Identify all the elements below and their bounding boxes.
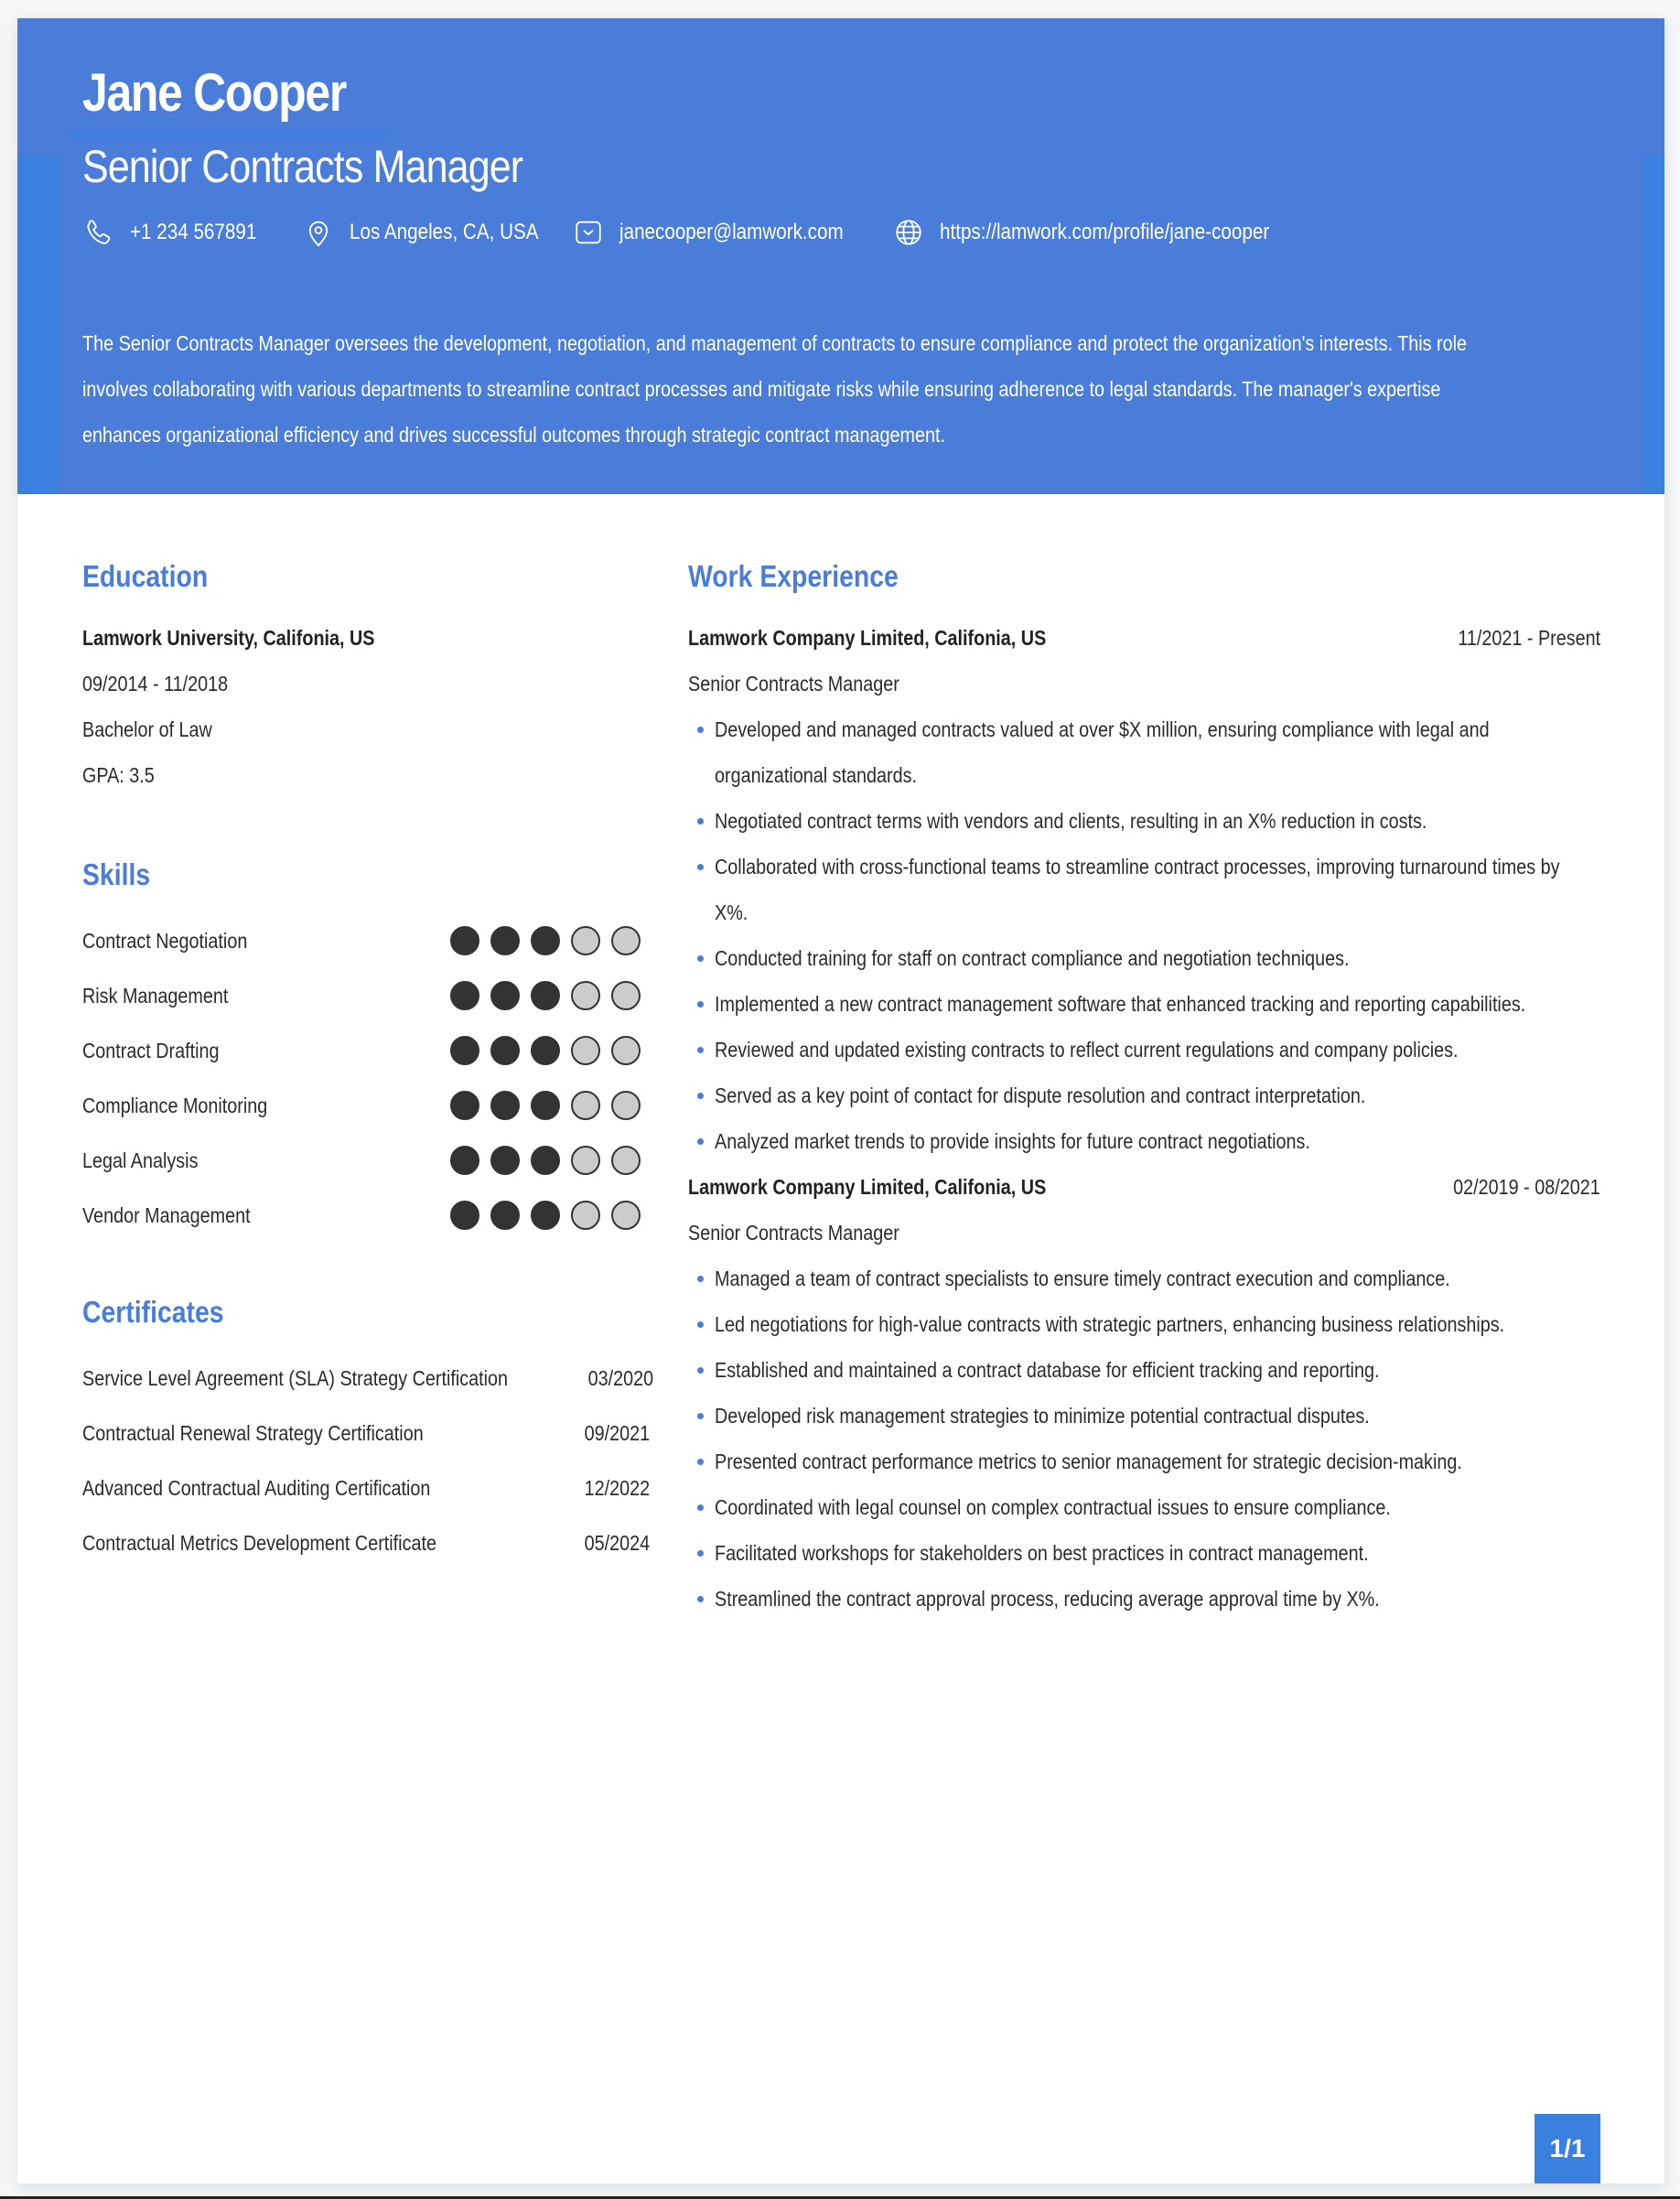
section-title-work-experience: Work Experience xyxy=(688,559,899,593)
skill-row xyxy=(82,1023,641,1078)
responsibility-item xyxy=(688,1301,1680,1347)
resume-page xyxy=(17,18,1664,2183)
skill-name: Vendor Management xyxy=(82,1203,251,1227)
responsibility-list xyxy=(688,1256,1600,1622)
rating-dot-filled xyxy=(490,1146,520,1175)
skill-row xyxy=(82,1188,641,1243)
rating-dot-empty xyxy=(611,1201,641,1230)
section-title-skills: Skills xyxy=(82,857,151,891)
responsibility-item xyxy=(688,1439,1680,1484)
job-dates: 11/2021 - Present xyxy=(1458,626,1600,650)
responsibility-item xyxy=(688,844,1680,935)
responsibility-text: Reviewed and updated existing contracts to reflect current regulations and company policies. xyxy=(715,1038,1459,1062)
rating-dot-empty xyxy=(611,1146,641,1175)
accent-strip-left xyxy=(17,156,58,494)
skill-rating xyxy=(439,981,641,1010)
responsibility-text: Analyzed market trends to provide insights for future contract negotiations. xyxy=(715,1129,1310,1153)
rating-dot-empty xyxy=(571,1201,600,1230)
skill-rating xyxy=(439,1036,641,1065)
certificate-date: 09/2021 xyxy=(584,1421,650,1445)
rating-dot-empty xyxy=(571,926,600,955)
company-name: Lamwork Company Limited, Califonia, US xyxy=(688,1175,1047,1199)
certificate-list xyxy=(82,1351,653,1570)
job-entry xyxy=(688,1164,1600,1622)
rating-dot-filled xyxy=(490,1091,520,1120)
responsibility-text: Negotiated contract terms with vendors and clients, resulting in an X% reduction in costs. xyxy=(715,809,1427,833)
responsibility-text: Established and maintained a contract database for efficient tracking and reporting. xyxy=(715,1358,1380,1382)
rating-dot-filled xyxy=(531,1146,560,1175)
candidate-title: Senior Contracts Manager xyxy=(82,141,523,192)
company-name: Lamwork Company Limited, Califonia, US xyxy=(688,626,1047,650)
certificate-name: Contractual Metrics Development Certificate xyxy=(82,1531,436,1555)
rating-dot-filled xyxy=(531,926,560,955)
rating-dot-filled xyxy=(490,981,520,1010)
summary-line: The Senior Contracts Manager oversees the development, negotiation, and management of contracts to ensure compliance and protect the organization's interests. This role xyxy=(82,331,1468,355)
accent-strip-right xyxy=(1642,156,1664,494)
certificate-date: 05/2024 xyxy=(584,1531,650,1555)
skill-row xyxy=(82,1078,641,1133)
skill-name: Compliance Monitoring xyxy=(82,1094,268,1117)
rating-dot-filled xyxy=(450,1146,479,1175)
job-list xyxy=(688,615,1600,1622)
responsibility-text: Led negotiations for high-value contracts with strategic partners, enhancing business relationships. xyxy=(715,1312,1505,1336)
name-underline-divider xyxy=(68,133,388,137)
section-title-certificates: Certificates xyxy=(82,1295,224,1329)
left-column xyxy=(82,549,653,1570)
job-entry xyxy=(688,615,1600,1164)
rating-dot-empty xyxy=(571,1091,600,1120)
rating-dot-empty xyxy=(611,926,641,955)
school-name: Lamwork University, Califonia, US xyxy=(82,626,375,650)
responsibility-item xyxy=(688,706,1680,798)
education-dates: 09/2014 - 11/2018 xyxy=(82,672,229,695)
rating-dot-filled xyxy=(531,1201,560,1230)
responsibility-item xyxy=(688,1530,1680,1576)
skill-rating xyxy=(439,1201,641,1230)
job-role: Senior Contracts Manager xyxy=(688,1221,899,1245)
responsibility-text: Facilitated workshops for stakeholders on best practices in contract management. xyxy=(715,1541,1369,1565)
responsibility-item xyxy=(688,1256,1680,1301)
website-link: https://lamwork.com/profile/jane-cooper xyxy=(940,220,1270,244)
rating-dot-empty xyxy=(571,981,600,1010)
responsibility-item xyxy=(688,1576,1680,1622)
responsibility-item xyxy=(688,1347,1680,1393)
rating-dot-filled xyxy=(490,926,520,955)
job-role: Senior Contracts Manager xyxy=(688,672,899,695)
contact-website[interactable] xyxy=(892,216,1324,249)
candidate-name: Jane Cooper xyxy=(82,63,346,123)
rating-dot-empty xyxy=(571,1146,600,1175)
rating-dot-filled xyxy=(450,1201,479,1230)
responsibility-item xyxy=(688,935,1680,981)
certificate-name: Contractual Renewal Strategy Certification xyxy=(82,1421,424,1445)
phone-text: +1 234 567891 xyxy=(130,220,257,244)
email-text: janecooper@lamwork.com xyxy=(619,220,844,244)
certificates-section xyxy=(82,1285,653,1570)
degree: Bachelor of Law xyxy=(82,717,212,741)
certificate-name: Service Level Agreement (SLA) Strategy Certification xyxy=(82,1366,509,1390)
responsibility-item xyxy=(688,1027,1680,1073)
rating-dot-empty xyxy=(611,1091,641,1120)
profile-summary xyxy=(82,320,1617,458)
skill-rating xyxy=(439,926,641,955)
responsibility-text: Served as a key point of contact for dispute resolution and contract interpretation. xyxy=(715,1083,1366,1107)
location-pin-icon xyxy=(302,216,335,249)
responsibility-text: Collaborated with cross-functional teams to streamline contract processes, improving turnaround times by X%. xyxy=(715,855,1560,924)
summary-line: enhances organizational efficiency and drives successful outcomes through strategic contract management. xyxy=(82,423,946,447)
responsibility-text: Developed and managed contracts valued at over $X million, ensuring compliance with legal and organizational standards. xyxy=(715,717,1490,787)
rating-dot-filled xyxy=(450,981,479,1010)
contact-email[interactable] xyxy=(572,216,857,249)
skill-name: Risk Management xyxy=(82,984,229,1008)
skill-row xyxy=(82,913,641,968)
contact-phone[interactable] xyxy=(82,216,267,249)
certificate-row xyxy=(82,1406,650,1461)
rating-dot-filled xyxy=(490,1201,520,1230)
rating-dot-filled xyxy=(450,1036,479,1065)
responsibility-item xyxy=(688,1073,1680,1118)
rating-dot-empty xyxy=(571,1036,600,1065)
skill-rating xyxy=(439,1146,641,1175)
rating-dot-filled xyxy=(531,1091,560,1120)
certificate-date: 12/2022 xyxy=(584,1476,650,1500)
rating-dot-filled xyxy=(450,1091,479,1120)
skill-name: Contract Drafting xyxy=(82,1039,220,1062)
right-column xyxy=(688,549,1600,1622)
section-title-education: Education xyxy=(82,559,209,593)
responsibility-item xyxy=(688,798,1680,844)
contact-row xyxy=(82,214,1359,251)
skill-row xyxy=(82,1133,641,1188)
responsibility-item xyxy=(688,1118,1680,1164)
globe-icon xyxy=(892,216,925,249)
responsibility-item xyxy=(688,1484,1680,1530)
skill-name: Contract Negotiation xyxy=(82,929,248,953)
certificate-name: Advanced Contractual Auditing Certification xyxy=(82,1476,431,1500)
certificate-row xyxy=(82,1351,653,1406)
responsibility-item xyxy=(688,1393,1680,1439)
responsibility-text: Streamlined the contract approval process, reducing average approval time by X%. xyxy=(715,1587,1380,1611)
skill-list xyxy=(82,913,641,1243)
location-text: Los Angeles, CA, USA xyxy=(350,220,539,244)
responsibility-text: Conducted training for staff on contract compliance and negotiation techniques. xyxy=(715,946,1350,970)
education-section xyxy=(82,549,641,798)
contact-location xyxy=(302,216,537,249)
responsibility-text: Developed risk management strategies to minimize potential contractual disputes. xyxy=(715,1404,1370,1428)
mail-icon xyxy=(572,216,605,249)
certificate-row xyxy=(82,1461,650,1515)
rating-dot-filled xyxy=(531,1036,560,1065)
responsibility-text: Managed a team of contract specialists to ensure timely contract execution and compliance. xyxy=(715,1267,1450,1290)
skill-name: Legal Analysis xyxy=(82,1148,199,1172)
skills-section xyxy=(82,847,641,1243)
certificate-row xyxy=(82,1515,650,1570)
summary-line: involves collaborating with various departments to streamline contract processes and mitigate risks while ensuring adherence to legal standards. The manager's expertise xyxy=(82,377,1441,401)
job-dates: 02/2019 - 08/2021 xyxy=(1453,1175,1600,1199)
skill-rating xyxy=(439,1091,641,1120)
rating-dot-filled xyxy=(531,981,560,1010)
phone-icon xyxy=(82,216,115,249)
responsibility-text: Implemented a new contract management software that enhanced tracking and reporting capabilities. xyxy=(715,992,1526,1016)
resume-header xyxy=(17,18,1664,494)
gpa: GPA: 3.5 xyxy=(82,763,155,787)
responsibility-text: Coordinated with legal counsel on complex contractual issues to ensure compliance. xyxy=(715,1495,1391,1519)
skill-row xyxy=(82,968,641,1023)
rating-dot-empty xyxy=(611,981,641,1010)
rating-dot-filled xyxy=(490,1036,520,1065)
responsibility-item xyxy=(688,981,1680,1027)
responsibility-text: Presented contract performance metrics to senior management for strategic decision-making. xyxy=(715,1450,1462,1473)
rating-dot-empty xyxy=(611,1036,641,1065)
certificate-date: 03/2020 xyxy=(587,1366,653,1390)
page-indicator: 1/1 xyxy=(1535,2114,1600,2183)
rating-dot-filled xyxy=(450,926,479,955)
responsibility-list xyxy=(688,706,1600,1164)
